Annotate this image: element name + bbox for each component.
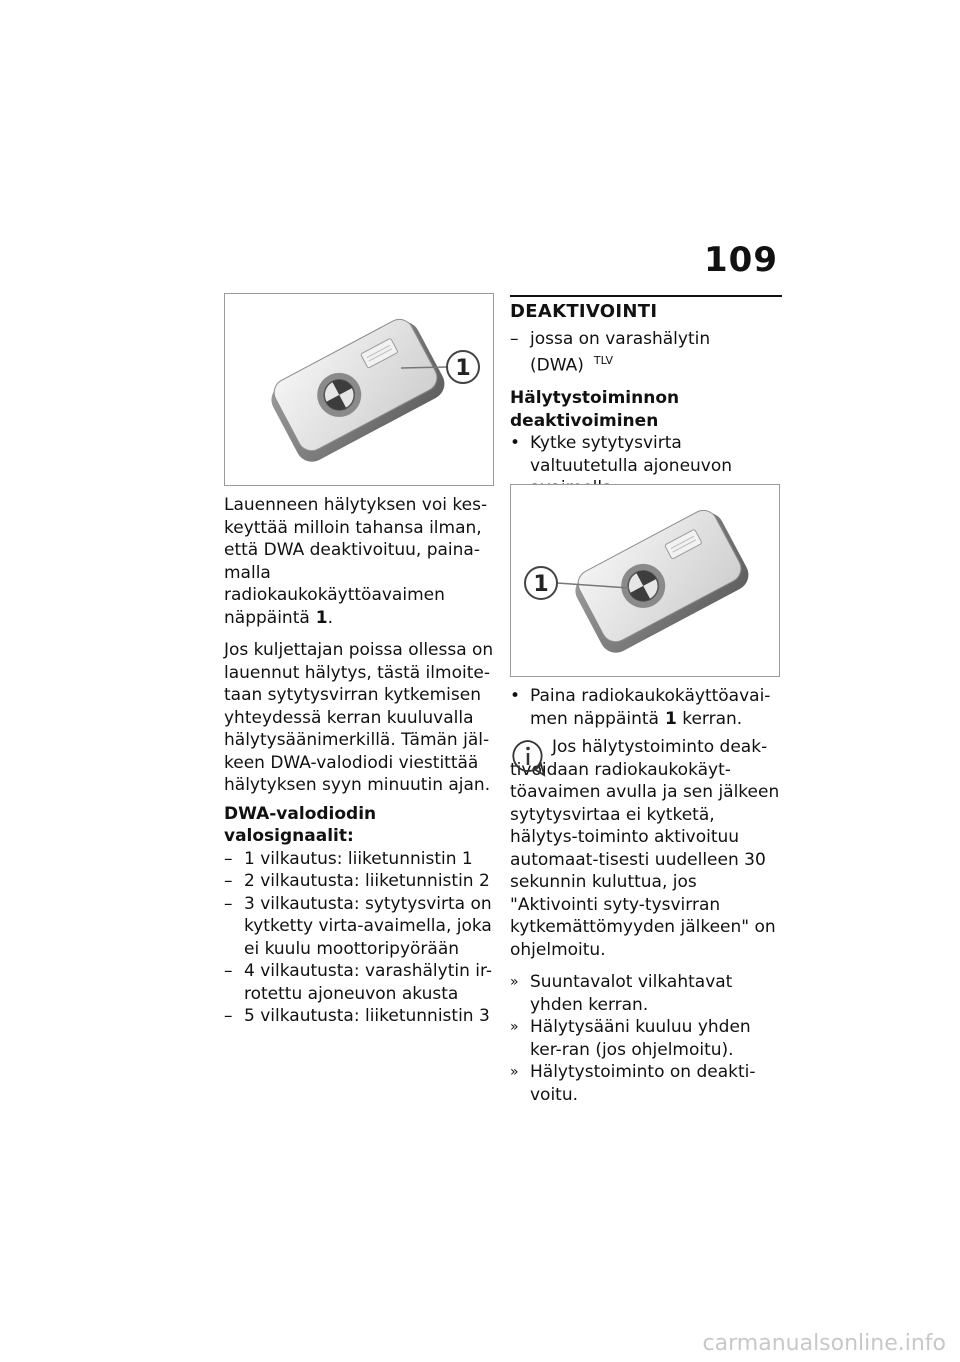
list-item: » Hälytysääni kuuluu yhden ker-ran (jos ohjelmoitu).	[510, 1017, 751, 1060]
list-item: – 4 vilkautusta: varashälytin ir-rotettu ajoneuvon akusta	[224, 961, 493, 1004]
condition-line: – jossa on varashälytin (DWA) $^{TLV}$	[510, 328, 711, 376]
signals-list	[224, 848, 496, 1028]
signals-heading: DWA-valodiodin valosignaalit:	[224, 803, 377, 846]
list-item: – 2 vilkautusta: liiketunnistin 2	[224, 871, 490, 891]
right-column-top	[510, 295, 782, 500]
list-item: » Hälytystoiminto on deakti-voitu.	[510, 1062, 756, 1105]
list-item: » Suuntavalot vilkahtavat yhden kerran.	[510, 972, 733, 1015]
results-list	[510, 971, 782, 1106]
info-icon	[510, 738, 546, 778]
list-item: – 3 vilkautusta: sytytysvirta on kytketty virta-avaimella, joka ei kuulu moottoripyörään	[224, 893, 492, 959]
section-title: DEAKTIVOINTI	[510, 295, 782, 324]
callout-label: 1	[455, 356, 471, 381]
note-text: Jos hälytystoiminto deak-tivoidaan radiokaukokäyt-töavaimen avulla ja sen jälkeen sytytysvirtaa ei kytketä, hälytys-toiminto aktivoituu automaat-tisesti uudelleen 30 sekunnin kuluttua, jos "Aktivointi syty-tysvirran kytkemättömyyden jälkeen" on ohjelmoitu.	[510, 737, 780, 960]
footer-watermark: carmanualsonline.info	[702, 1331, 946, 1356]
callout-line	[401, 367, 447, 368]
step-item: • Paina radiokaukokäyttöavai-men näppäintä 1 kerran.	[510, 686, 771, 729]
paragraph-alarm-notice: Jos kuljettajan poissa ollessa on lauennut hälytys, tästä ilmoite-taan sytytysvirran kytkemisen yhteydessä kerran kuuluvalla hälytysäänimerkillä. Tämän jäl-keen DWA-valodiodi viestittää hälytyksen syyn minuutin ajan.	[224, 640, 494, 795]
left-column	[224, 494, 496, 1028]
key-fob-illustration	[511, 485, 779, 676]
key-fob-figure-right	[510, 484, 780, 677]
list-item: – 1 vilkautus: liiketunnistin 1	[224, 848, 473, 869]
step-item: • Kytke sytytysvirta valtuutetulla ajoneuvon	[510, 433, 733, 476]
subheading: Hälytystoiminnon deaktivoiminen	[510, 388, 680, 431]
paragraph-interrupt-alarm: Lauenneen hälytyksen voi kes-keyttää milloin tahansa ilman, että DWA deaktivoituu, paina-malla radiokaukokäyttöavaimen näppäintä 1.	[224, 495, 488, 628]
callout-label: 1	[533, 572, 549, 597]
key-fob-illustration	[225, 294, 493, 485]
right-column-bottom	[510, 685, 782, 1106]
page-number: 109	[704, 240, 778, 280]
info-note	[510, 736, 782, 961]
key-fob-figure-left	[224, 293, 494, 486]
list-item: – 5 vilkautusta: liiketunnistin 3	[224, 1006, 490, 1026]
